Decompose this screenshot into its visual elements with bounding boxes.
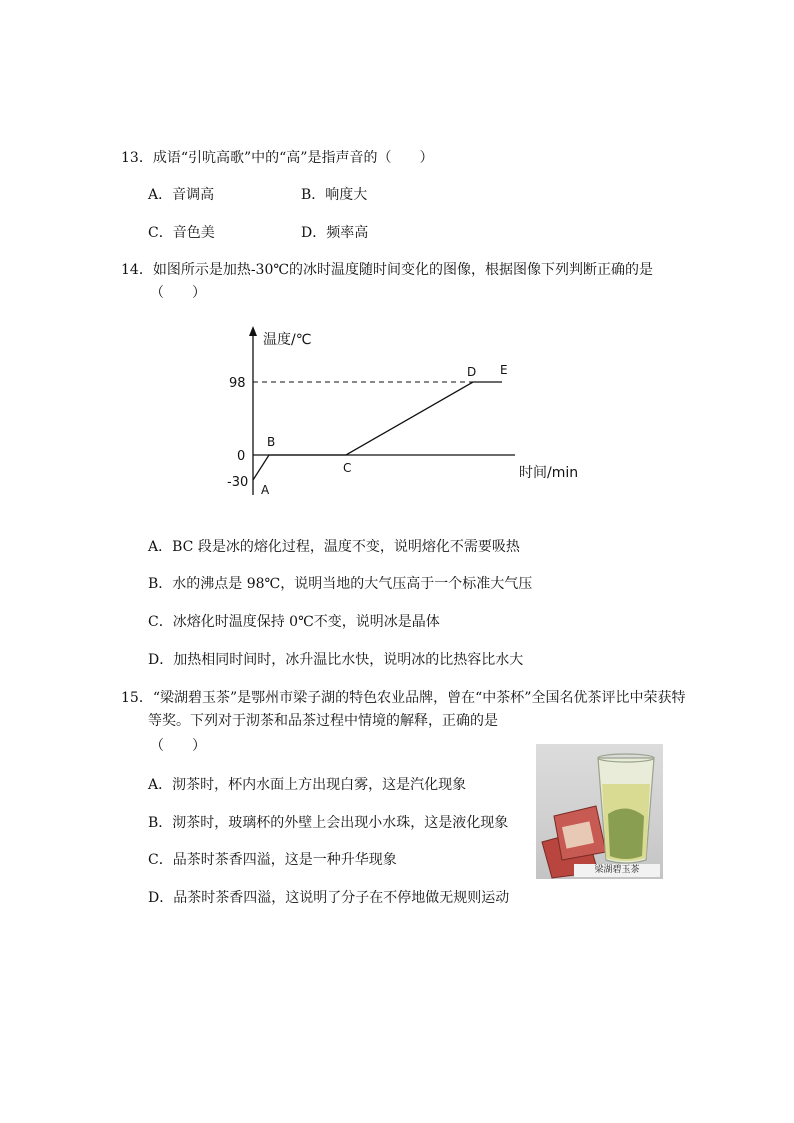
tea-glass-illustration xyxy=(536,744,663,879)
y-axis-label: 温度/℃ xyxy=(263,332,312,348)
q14-option-d: D．加热相同时间时，冰升温比水快，说明冰的比热容比水大 xyxy=(148,652,524,668)
y-tick-minus30: -30 xyxy=(227,475,249,490)
q15-stem-line1: 15．“梁湖碧玉茶”是鄂州市梁子湖的特色农业品牌，曾在“中茶杯”全国名优茶评比中荣获特 xyxy=(121,690,686,706)
x-axis-label: 时间/min xyxy=(519,465,579,481)
tea-leaves xyxy=(608,808,644,859)
q14-stem-line1: 14．如图所示是加热-30℃的冰时温度随时间变化的图像，根据图像下列判断正确的是 xyxy=(121,262,654,278)
point-label-e: E xyxy=(500,363,508,377)
point-label-c: C xyxy=(343,461,352,475)
y-tick-98: 98 xyxy=(229,376,246,391)
temperature-curve xyxy=(253,382,502,480)
point-label-a: A xyxy=(261,483,270,497)
q15-option-a: A．沏茶时，杯内水面上方出现白雾，这是汽化现象 xyxy=(148,777,467,793)
q13-stem: 13．成语“引吭高歌”中的“高”是指声音的（ ） xyxy=(121,150,434,166)
point-label-b: B xyxy=(267,435,276,449)
q15-option-b: B．沏茶时，玻璃杯的外壁上会出现小水珠，这是液化现象 xyxy=(148,815,509,831)
q15-stem-line2: 等奖。下列对于沏茶和品茶过程中情境的解释，正确的是 xyxy=(148,713,498,729)
photo-caption: 梁湖碧玉茶 xyxy=(574,864,660,877)
y-axis-arrow xyxy=(249,326,257,336)
q14-option-c: C．冰熔化时温度保持 0℃不变，说明冰是晶体 xyxy=(148,614,440,630)
q14-option-b: B．水的沸点是 98℃，说明当地的大气压高于一个标准大气压 xyxy=(148,576,533,592)
q15-option-c: C．品茶时茶香四溢，这是一种升华现象 xyxy=(148,852,397,868)
q14-stem-line2: （ ） xyxy=(150,285,206,301)
q14-option-a: A．BC 段是冰的熔化过程，温度不变，说明熔化不需要吸热 xyxy=(148,539,520,555)
q13-option-c: C．音色美 xyxy=(148,225,215,241)
q15-stem-line3: （ ） xyxy=(150,738,206,754)
point-label-d: D xyxy=(467,365,477,379)
q15-option-d: D．品茶时茶香四溢，这说明了分子在不停地做无规则运动 xyxy=(148,890,510,906)
temperature-time-chart xyxy=(215,320,595,500)
q13-option-a: A．音调高 xyxy=(148,187,215,203)
q13-option-d: D．频率高 xyxy=(301,225,369,241)
y-tick-0: 0 xyxy=(237,449,246,464)
tea-photo xyxy=(536,744,663,879)
q13-option-b: B．响度大 xyxy=(301,187,368,203)
